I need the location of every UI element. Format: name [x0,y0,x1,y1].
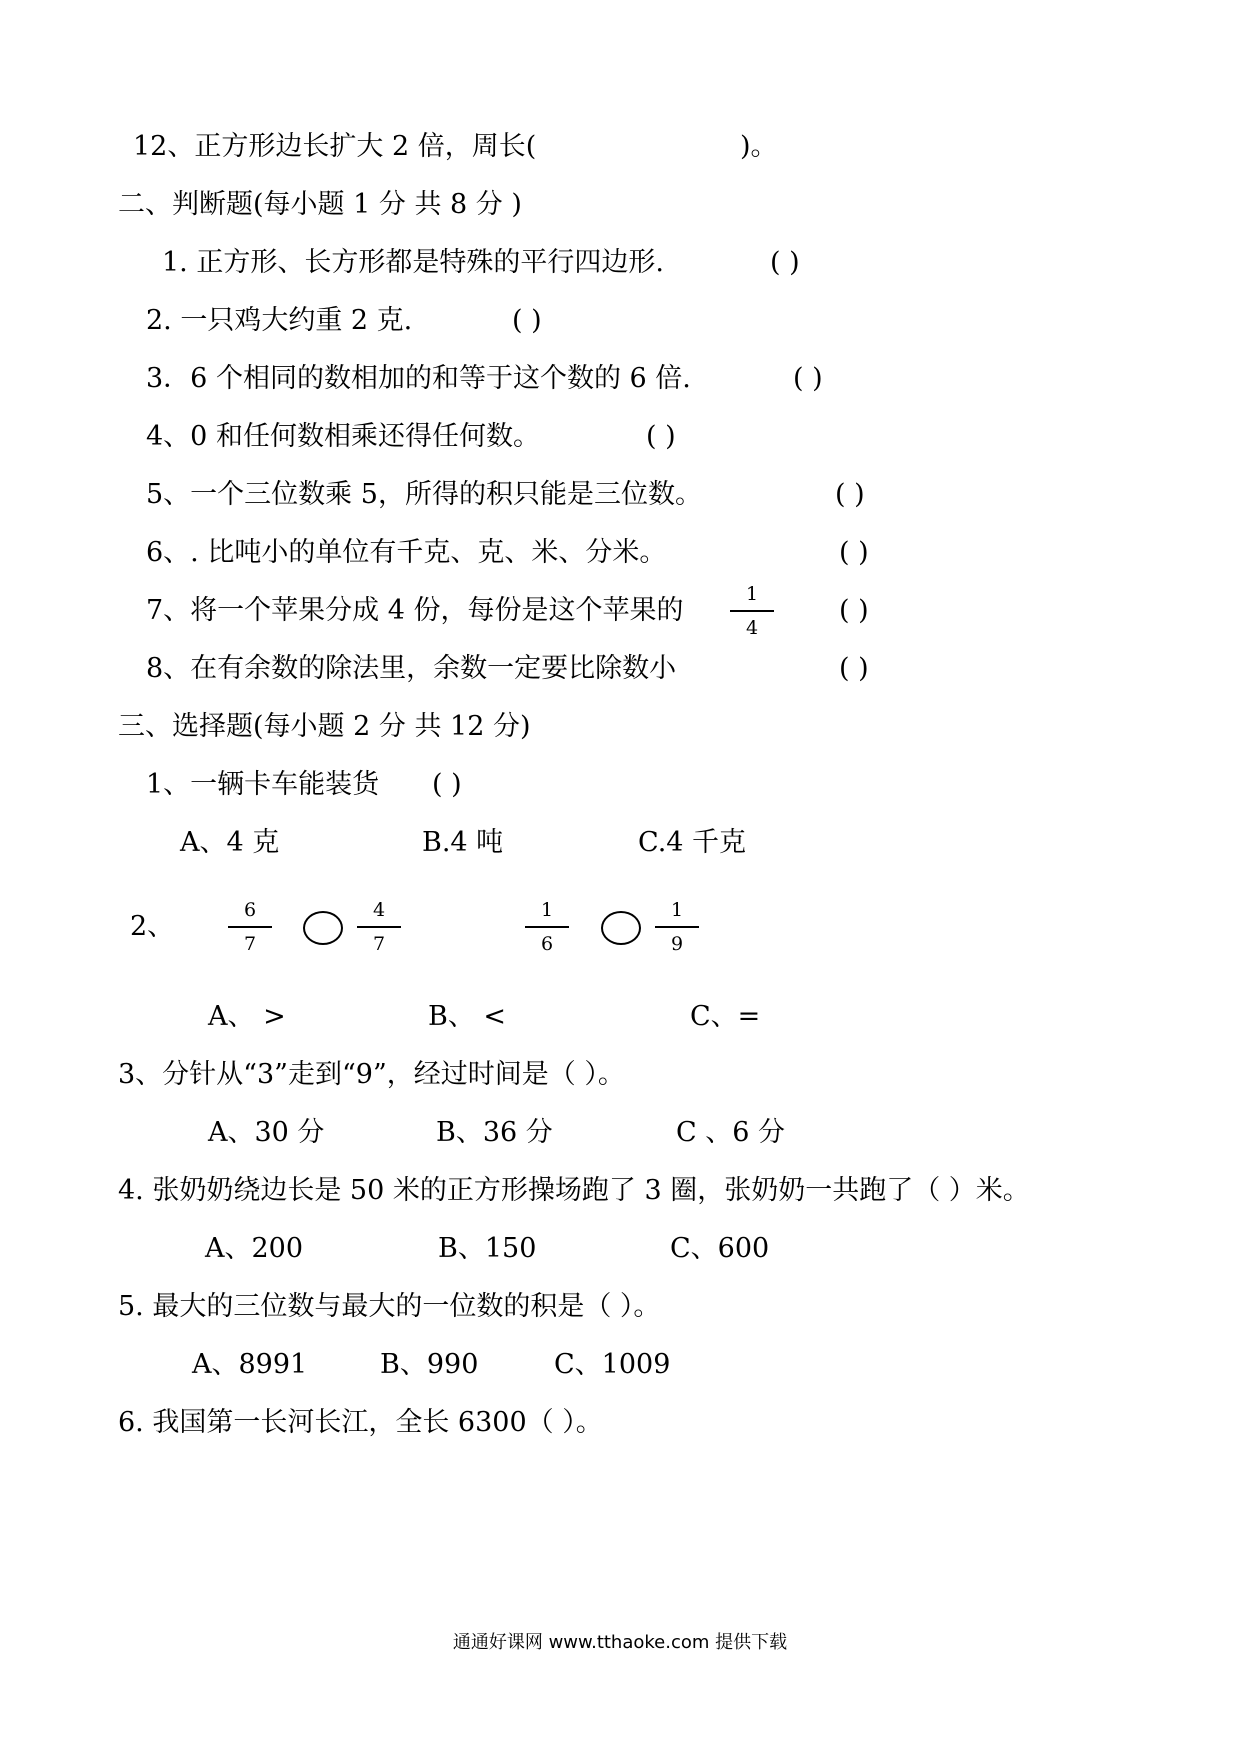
fraction-bar [525,926,569,928]
fraction-bar [228,926,272,928]
choice-q2-option-b[interactable]: B、 < [428,1001,507,1032]
section2-title: 二、判断题(每小题 1 分 共 8 分 ) [118,189,522,220]
judge-answer-1[interactable]: ( ) [770,247,800,278]
choice-q4-option-a[interactable]: A、200 [205,1233,304,1264]
fraction-denominator: 7 [372,933,386,955]
compare-circle-left[interactable] [303,911,343,945]
choice-q5-text: 5. 最大的三位数与最大的一位数的积是（ ）。 [118,1291,661,1322]
choice-q2-option-c[interactable]: C、= [690,1001,761,1032]
fraction-numerator: 1 [540,899,554,921]
page-footer: 通通好课网 www.tthaoke.com 提供下载 [452,1632,788,1653]
choice-q4-text: 4. 张奶奶绕边长是 50 米的正方形操场跑了 3 圈，张奶奶一共跑了（ ）米。 [118,1175,1030,1206]
section3-title: 三、选择题(每小题 2 分 共 12 分) [118,711,531,742]
choice-q3-option-b[interactable]: B、36 分 [436,1117,553,1148]
choice-q1-option-a[interactable]: A、4 克 [180,827,280,858]
choice-q3-option-a[interactable]: A、30 分 [208,1117,325,1148]
choice-q1-answer[interactable]: ( ) [432,769,462,800]
fraction-numerator: 6 [243,899,257,921]
choice-q2-label: 2、 [130,911,175,942]
choice-q3-text: 3、分针从“3”走到“9”，经过时间是（ ）。 [118,1059,625,1090]
choice-q4-option-c[interactable]: C、600 [670,1233,770,1264]
choice-q2-option-a[interactable]: A、 > [208,1001,286,1032]
judge-answer-3[interactable]: ( ) [793,363,823,394]
fraction-denominator: 4 [745,617,759,639]
judge-item-6: 6、. 比吨小的单位有千克、克、米、分米。 [146,537,667,568]
judge-item-3: 3．6 个相同的数相加的和等于这个数的 6 倍. [146,363,691,394]
fraction-denominator: 6 [540,933,554,955]
judge-answer-2[interactable]: ( ) [512,305,542,336]
fraction-bar [655,926,699,928]
fraction-numerator: 1 [670,899,684,921]
q12-text: 12、正方形边长扩大 2 倍，周长( [133,131,537,162]
judge-item-1: 1. 正方形、长方形都是特殊的平行四边形. [162,247,664,278]
judge-item-8: 8、在有余数的除法里，余数一定要比除数小 [146,653,677,684]
fraction-bar [357,926,401,928]
fraction-denominator: 9 [670,933,684,955]
choice-q1-option-c[interactable]: C.4 千克 [638,827,747,858]
choice-q6-text: 6. 我国第一长河长江，全长 6300（ ）。 [118,1407,603,1438]
q12-close: )。 [740,131,778,162]
judge-answer-8[interactable]: ( ) [839,653,869,684]
choice-q5-option-a[interactable]: A、8991 [192,1349,308,1380]
compare-circle-right[interactable] [601,911,641,945]
fraction-one-quarter [730,582,774,640]
choice-q4-option-b[interactable]: B、150 [438,1233,537,1264]
judge-item-7: 7、将一个苹果分成 4 份，每份是这个苹果的 [146,595,684,626]
judge-item-2: 2. 一只鸡大约重 2 克. [146,305,413,336]
fraction-bar [730,610,774,612]
choice-q1-text: 1、一辆卡车能装货 [146,769,380,800]
judge-answer-4[interactable]: ( ) [646,421,676,452]
fraction-numerator: 1 [745,583,759,605]
choice-q5-option-c[interactable]: C、1009 [554,1349,671,1380]
judge-answer-5[interactable]: ( ) [835,479,865,510]
fraction-four-sevenths [357,898,401,956]
fraction-one-ninth [655,898,699,956]
choice-q1-option-b[interactable]: B.4 吨 [422,827,504,858]
choice-q3-option-c[interactable]: C 、6 分 [676,1117,786,1148]
fraction-one-sixth [525,898,569,956]
choice-q5-option-b[interactable]: B、990 [380,1349,479,1380]
fraction-denominator: 7 [243,933,257,955]
fraction-six-sevenths [228,898,272,956]
fraction-numerator: 4 [372,899,386,921]
judge-answer-6[interactable]: ( ) [839,537,869,568]
judge-item-5: 5、一个三位数乘 5，所得的积只能是三位数。 [146,479,702,510]
judge-answer-7[interactable]: ( ) [839,595,869,626]
judge-item-4: 4、0 和任何数相乘还得任何数。 [146,421,540,452]
